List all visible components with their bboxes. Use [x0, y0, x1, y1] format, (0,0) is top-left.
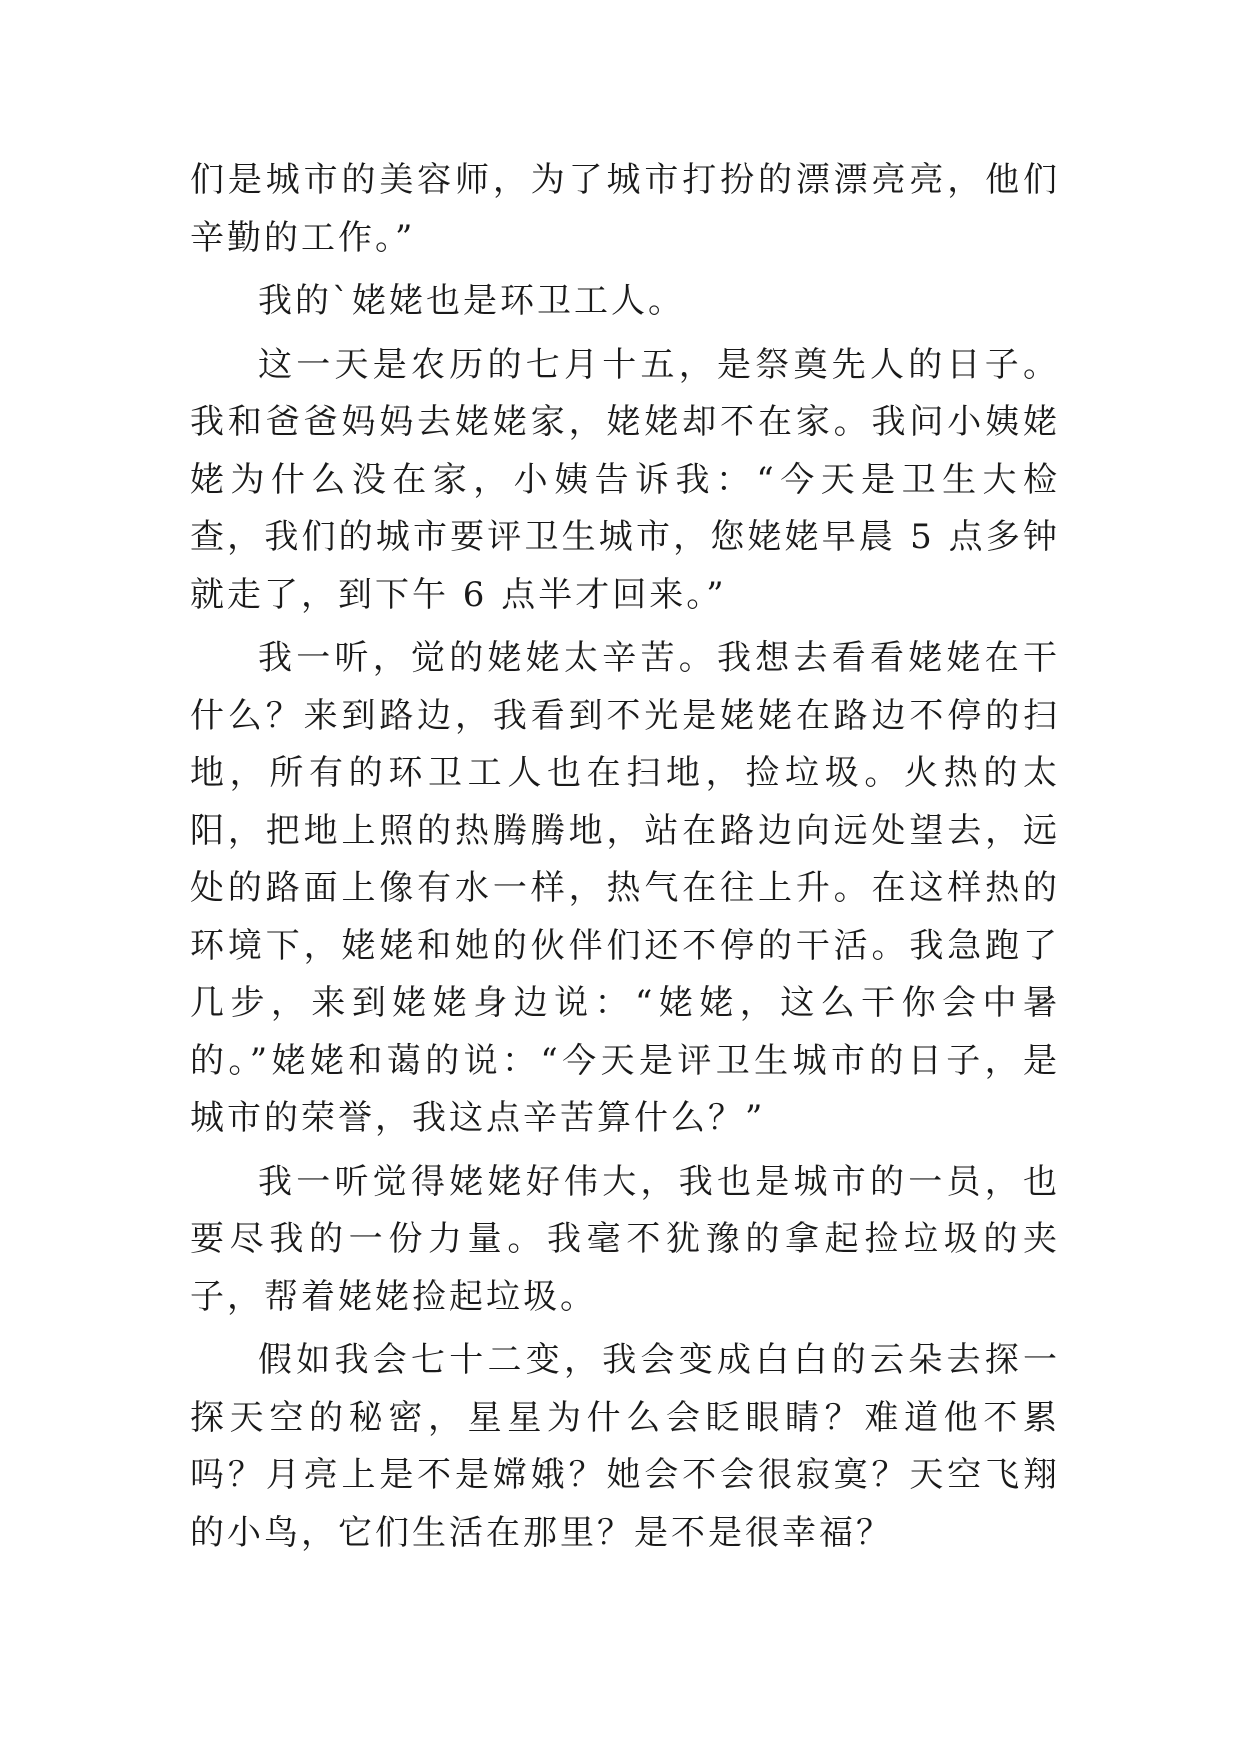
paragraph-1: 们是城市的美容师，为了城市打扮的漂漂亮亮，他们辛勤的工作。” [190, 160, 1060, 258]
paragraph-4: 我一听，觉的姥姥太辛苦。我想去看看姥姥在干什么？来到路边，我看到不光是姥姥在路边不停的扫地，所有的环卫工人也在扫地，捡垃圾。火热的太阳，把地上照的热腾腾地，站在路边向远处望去，远处的路面上像有水一样，热气在往上升。在这样热的环境下，姥姥和她的伙伴们还不停的干活。我急跑了几步，来到姥姥身边说：“姥姥，这么干你会中暑的。”姥姥和蔼的说：“今天是评卫生城市的日子，是城市的荣誉，我这点辛苦算什么？” [190, 638, 1060, 1138]
article-body [190, 152, 1060, 1568]
paragraph-5: 我一听觉得姥姥好伟大，我也是城市的一员，也要尽我的一份力量。我毫不犹豫的拿起捡垃圾的夹子，帮着姥姥捡起垃圾。 [190, 1161, 1060, 1317]
paragraph-6: 假如我会七十二变，我会变成白白的云朵去探一探天空的秘密，星星为什么会眨眼睛？难道他不累吗？月亮上是不是嫦娥？她会不会很寂寞？天空飞翔的小鸟，它们生活在那里？是不是很幸福？ [190, 1340, 1060, 1553]
paragraph-3: 这一天是农历的七月十五，是祭奠先人的日子。我和爸爸妈妈去姥姥家，姥姥却不在家。我问小姨姥姥为什么没在家，小姨告诉我：“今天是卫生大检查，我们的城市要评卫生城市，您姥姥早晨 5 点多钟就走了，到下午 6 点半才回来。” [190, 344, 1060, 615]
paragraph-2: 我的`姥姥也是环卫工人。 [258, 281, 685, 321]
